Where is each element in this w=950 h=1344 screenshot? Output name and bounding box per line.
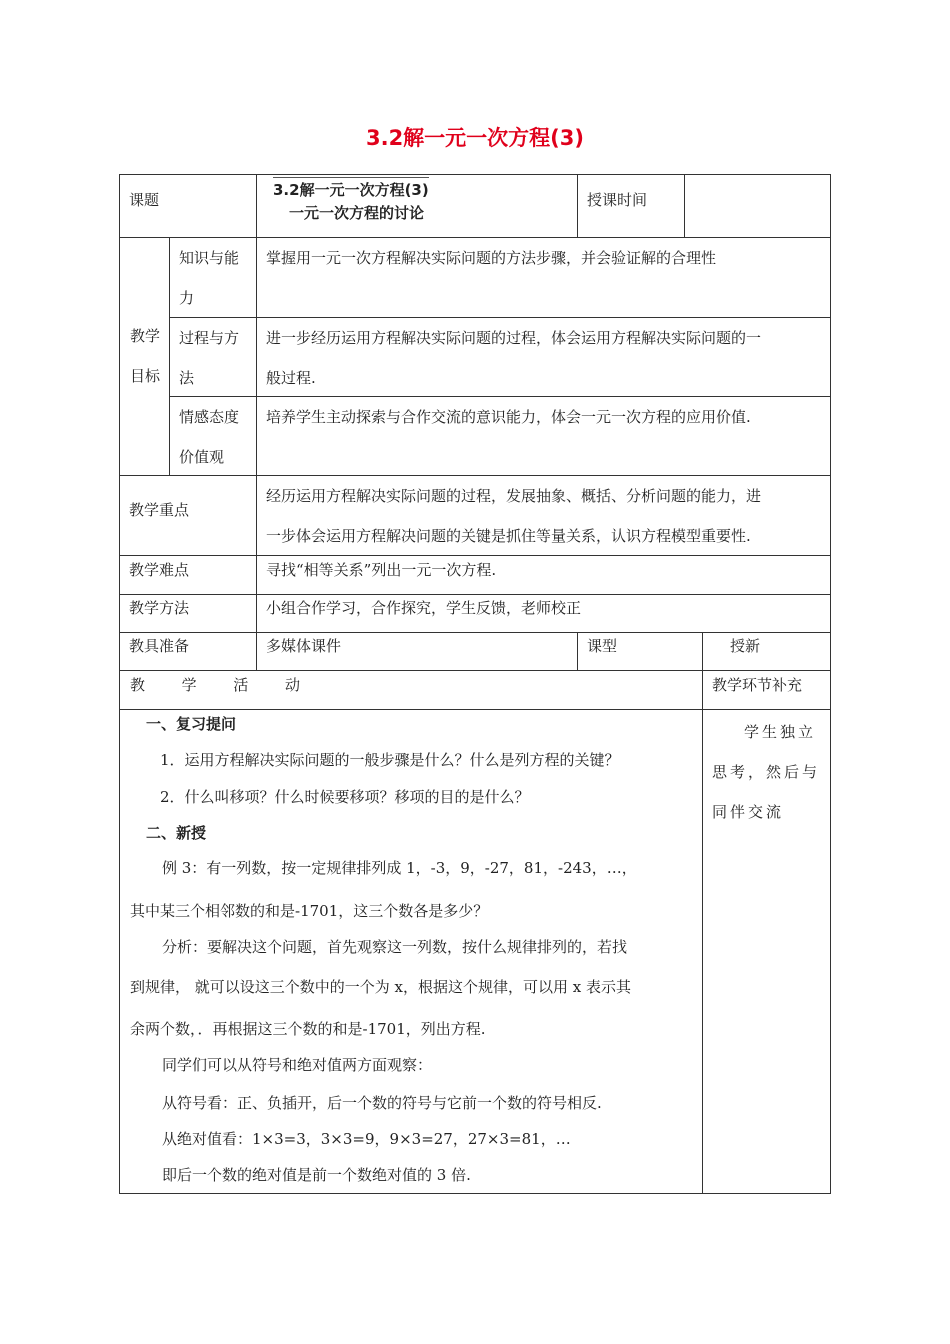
method-label: 教学方法 [129, 599, 190, 617]
topic-line1: 3.2解一元一次方程(3) [273, 177, 429, 200]
topic-line2: 一元一次方程的讨论 [289, 204, 425, 222]
topic-label: 课题 [129, 191, 160, 209]
activity-header-char-4: 动 [284, 676, 300, 694]
activity-header-char-1: 教 [130, 676, 146, 694]
goal-1-label-a: 知识与能 [179, 249, 240, 267]
goals-label-1: 教学 [130, 327, 161, 345]
goal-row-3-text [257, 397, 831, 476]
time-label: 授课时间 [587, 191, 648, 209]
key-points-label: 教学重点 [129, 501, 190, 519]
analysis-line-3: 余两个数，．再根据这三个数的和是-1701，列出方程. [130, 1020, 486, 1038]
absolute-line: 从绝对值看：1×3=3，3×3=9，9×3=27，27×3=81，… [162, 1130, 571, 1148]
section-review-heading: 一、复习提问 [146, 715, 237, 733]
review-question-2: 2．什么叫移项？什么时候要移项？移项的目的是什么？ [160, 788, 530, 806]
goal-row-3-label [170, 397, 257, 476]
time-value-cell [685, 174, 831, 238]
key-points-text-b: 一步体会运用方程解决问题的关键是抓住等量关系，认识方程模型重要性. [266, 527, 751, 545]
page-title: 3.2解一元一次方程(3) [365, 126, 584, 150]
lesson-type-label: 课型 [587, 637, 618, 655]
goals-label-cell [119, 238, 170, 476]
tools-text: 多媒体课件 [266, 637, 342, 655]
goal-row-2-label [170, 318, 257, 397]
key-points-label-cell [119, 476, 257, 556]
difficulty-label-cell [119, 556, 257, 595]
analysis-line-1: 分析：要解决这个问题，首先观察这一列数，按什么规律排列的，若找 [162, 938, 628, 956]
supplement-line-1: 学生独立 [744, 723, 817, 741]
difficulty-label: 教学难点 [129, 561, 190, 579]
goal-row-1-text [257, 238, 831, 318]
goal-2-label-b: 法 [179, 369, 195, 387]
topic-label-cell [119, 174, 257, 238]
example-line-2: 其中某三个相邻数的和是-1701，这三个数各是多少？ [130, 902, 489, 920]
review-question-1: 1．运用方程解决实际问题的一般步骤是什么？什么是列方程的关键？ [160, 751, 620, 769]
goal-row-2-text [257, 318, 831, 397]
supplement-header: 教学环节补充 [712, 676, 803, 694]
difficulty-text-cell [257, 556, 831, 595]
key-points-text-cell [257, 476, 831, 556]
goal-2-text-a: 进一步经历运用方程解决实际问题的过程，体会运用方程解决实际问题的一 [266, 329, 762, 347]
analysis-line-2: 到规律， 就可以设这三个数中的一个为 x，根据这个规律，可以用 x 表示其 [130, 978, 631, 996]
lesson-type-label-cell [578, 633, 703, 671]
method-text: 小组合作学习，合作探究，学生反馈，老师校正 [266, 599, 582, 617]
supplement-header-cell [703, 671, 831, 710]
sign-line: 从符号看：正、负插开，后一个数的符号与它前一个数的符号相反. [162, 1094, 602, 1112]
supplement-line-2: 思考，然后与 [712, 763, 821, 781]
topic-value-cell [257, 174, 578, 238]
goal-2-text-b: 般过程. [266, 369, 316, 387]
activity-header-char-2: 学 [181, 676, 197, 694]
tools-label: 教具准备 [129, 637, 190, 655]
example-line-1: 例 3：有一列数，按一定规律排列成 1，-3，9，-27，81，-243，…， [162, 859, 637, 877]
activity-header-char-3: 活 [233, 676, 249, 694]
activity-header-cell [119, 671, 703, 710]
tools-text-cell [257, 633, 578, 671]
goal-3-label-b: 价值观 [179, 448, 225, 466]
goal-3-text-a: 培养学生主动探索与合作交流的意识能力，体会一元一次方程的应用价值. [266, 408, 751, 426]
conclusion-line: 即后一个数的绝对值是前一个数绝对值的 3 倍. [162, 1166, 471, 1184]
section-new-heading: 二、新授 [146, 824, 207, 842]
lesson-type-value-cell [703, 633, 831, 671]
goals-label-2: 目标 [130, 367, 161, 385]
observe-line: 同学们可以从符号和绝对值两方面观察： [162, 1056, 433, 1074]
supplement-note [712, 712, 824, 832]
difficulty-text: 寻找“相等关系”列出一元一次方程. [266, 561, 497, 579]
lesson-type-value: 授新 [730, 637, 761, 655]
key-points-text-a: 经历运用方程解决实际问题的过程，发展抽象、概括、分析问题的能力，进 [266, 487, 762, 505]
goal-1-label-b: 力 [179, 289, 195, 307]
method-label-cell [119, 595, 257, 633]
method-text-cell [257, 595, 831, 633]
goal-3-label-a: 情感态度 [179, 408, 240, 426]
tools-label-cell [119, 633, 257, 671]
goal-2-label-a: 过程与方 [179, 329, 240, 347]
goal-1-text-a: 掌握用一元一次方程解决实际问题的方法步骤，并会验证解的合理性 [266, 249, 717, 267]
supplement-line-3: 同伴交流 [712, 803, 785, 821]
time-label-cell [578, 174, 685, 238]
goal-row-1-label [170, 238, 257, 318]
